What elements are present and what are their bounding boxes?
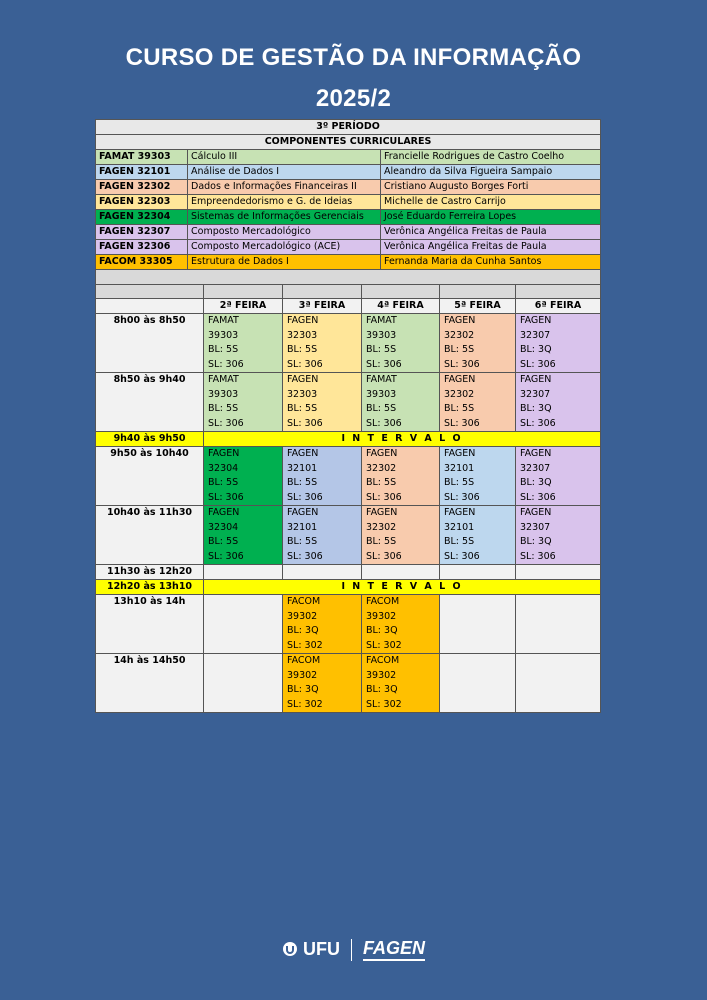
break-label: I N T E R V A L O [204,432,601,447]
component-teacher: Aleandro da Silva Figueira Sampaio [381,165,601,180]
component-code: FAGEN 32302 [96,180,188,195]
empty-cell [516,565,601,580]
class-cell-line: SL: 306 [444,491,480,503]
class-cell-line: 32302 [366,462,397,474]
class-row [96,506,601,565]
class-cell-line: FAMAT [366,374,397,385]
class-cell-line: FAGEN [287,374,319,385]
class-cell-line: BL: 3Q [520,344,552,355]
component-row [96,210,601,225]
class-cell [204,506,283,565]
class-cell-line: 39303 [366,388,397,400]
class-cell [283,447,362,506]
component-name: Composto Mercadológico [188,225,381,240]
class-cell-line: BL: 3Q [366,684,398,695]
class-row [96,447,601,506]
class-cell-line: BL: 5S [366,403,397,414]
ufu-emblem-icon [282,941,298,957]
component-name: Análise de Dados I [188,165,381,180]
class-cell [283,595,362,654]
day-header: 4ª FEIRA [362,299,440,314]
component-row [96,165,601,180]
empty-cell [516,654,601,713]
empty-cell [362,565,440,580]
component-row [96,240,601,255]
class-cell [362,447,440,506]
class-cell-line: BL: 5S [208,477,239,488]
component-row [96,255,601,270]
component-name: Sistemas de Informações Gerenciais [188,210,381,225]
schedule-table [95,284,601,713]
ufu-logo [282,939,340,960]
class-cell [516,447,601,506]
class-cell-line: BL: 3Q [366,625,398,636]
class-cell [204,314,283,373]
separator-cell [283,285,362,299]
component-row [96,180,601,195]
class-cell [283,314,362,373]
class-cell [362,595,440,654]
class-cell-line: FACOM [287,596,321,607]
class-cell-line: SL: 306 [520,358,556,370]
component-teacher: Francielle Rodrigues de Castro Coelho [381,150,601,165]
class-cell-line: SL: 306 [366,491,402,503]
class-cell-line: SL: 306 [444,358,480,370]
class-cell-line: BL: 3Q [287,625,319,636]
class-cell-line: SL: 306 [444,417,480,429]
component-row [96,225,601,240]
class-cell-line: 39303 [208,388,239,400]
component-code: FAMAT 39303 [96,150,188,165]
class-cell [516,373,601,432]
class-cell [440,506,516,565]
separator-cell [516,285,601,299]
class-cell-line: FAGEN [444,507,476,518]
class-cell-line: 32307 [520,521,551,533]
corner-cell [96,299,204,314]
class-cell-line: SL: 302 [366,698,402,710]
footer-divider [351,939,352,961]
class-cell-line: 32101 [287,521,318,533]
component-code: FAGEN 32306 [96,240,188,255]
time-slot: 9h50 às 10h40 [96,447,204,506]
class-cell-line: FACOM [287,655,321,666]
class-cell-line: FAGEN [287,448,319,459]
class-cell [204,447,283,506]
class-cell [516,314,601,373]
class-cell-line: FAGEN [444,374,476,385]
empty-cell [440,565,516,580]
class-cell-line: BL: 5S [444,403,475,414]
component-row [96,195,601,210]
class-cell-line: BL: 5S [287,344,318,355]
class-cell-line: SL: 306 [287,358,323,370]
class-cell-line: SL: 306 [208,491,244,503]
class-cell-line: 32302 [444,329,475,341]
page-year: 2025/2 [315,85,392,112]
component-name: Estrutura de Dados I [188,255,381,270]
components-header: COMPONENTES CURRICULARES [96,135,601,150]
empty-cell [283,565,362,580]
class-cell-line: 32101 [287,462,318,474]
class-cell-line: BL: 5S [287,477,318,488]
component-teacher: Fernanda Maria da Cunha Santos [381,255,601,270]
class-cell-line: SL: 302 [366,639,402,651]
class-cell-line: FAGEN [287,507,319,518]
class-cell-line: SL: 306 [287,550,323,562]
time-slot: 12h20 às 13h10 [96,580,204,595]
class-cell-line: FAGEN [520,374,552,385]
ufu-logo-text: UFU [302,939,340,959]
table-separator [96,270,601,285]
day-header: 5ª FEIRA [440,299,516,314]
component-name: Cálculo III [188,150,381,165]
break-row [96,432,601,447]
class-cell-line: BL: 5S [366,344,397,355]
class-cell [362,314,440,373]
class-cell-line: SL: 302 [287,639,323,651]
class-cell-line: FAGEN [520,315,552,326]
empty-cell [204,595,283,654]
class-cell-line: SL: 306 [366,550,402,562]
class-cell-line: 32303 [287,329,318,341]
class-cell-line: FAGEN [520,507,552,518]
empty-cell [440,654,516,713]
component-code: FACOM 33305 [96,255,188,270]
components-table [95,119,601,285]
class-cell-line: 32302 [444,388,475,400]
class-cell-line: BL: 5S [208,344,239,355]
class-cell-line: 32303 [287,388,318,400]
class-cell-line: BL: 5S [287,536,318,547]
class-cell-line: BL: 3Q [520,536,552,547]
class-cell-line: BL: 3Q [520,403,552,414]
class-cell-line: FAGEN [208,507,240,518]
component-name: Composto Mercadológico (ACE) [188,240,381,255]
class-cell-line: BL: 5S [366,477,397,488]
time-slot: 14h às 14h50 [96,654,204,713]
component-teacher: Verônica Angélica Freitas de Paula [381,225,601,240]
class-cell-line: SL: 306 [366,358,402,370]
empty-cell [516,595,601,654]
class-cell-line: FACOM [366,596,400,607]
component-teacher: Verônica Angélica Freitas de Paula [381,240,601,255]
class-cell-line: SL: 306 [208,358,244,370]
class-cell-line: 32101 [444,462,475,474]
class-cell-line: 32101 [444,521,475,533]
class-cell-line: 32304 [208,462,239,474]
class-cell-line: 32307 [520,388,551,400]
class-cell-line: SL: 306 [208,550,244,562]
footer-logos [0,938,707,961]
fagen-logo: FAGEN [363,938,425,961]
component-teacher: José Eduardo Ferreira Lopes [381,210,601,225]
class-cell-line: 32302 [366,521,397,533]
period-header: 3º PERÍODO [96,120,601,135]
class-cell [283,373,362,432]
empty-cell [204,565,283,580]
class-cell-line: FAMAT [366,315,397,326]
break-row [96,580,601,595]
time-slot: 13h10 às 14h [96,595,204,654]
class-cell [440,314,516,373]
time-slot: 10h40 às 11h30 [96,506,204,565]
class-cell-line: SL: 306 [366,417,402,429]
class-cell-line: 32307 [520,329,551,341]
class-cell-line: FAMAT [208,315,239,326]
class-cell-line: BL: 5S [444,477,475,488]
class-cell-line: SL: 306 [520,550,556,562]
class-cell-line: 39303 [208,329,239,341]
time-slot: 8h50 às 9h40 [96,373,204,432]
class-cell-line: BL: 5S [208,403,239,414]
day-header: 2ª FEIRA [204,299,283,314]
component-code: FAGEN 32303 [96,195,188,210]
separator-cell [96,285,204,299]
class-cell-line: SL: 306 [287,491,323,503]
class-cell-line: BL: 3Q [287,684,319,695]
component-teacher: Cristiano Augusto Borges Forti [381,180,601,195]
separator-cell [204,285,283,299]
class-cell-line: 39302 [366,669,397,681]
class-cell-line: BL: 5S [208,536,239,547]
class-cell [440,373,516,432]
class-cell-line: FAGEN [444,315,476,326]
class-cell-line: SL: 302 [287,698,323,710]
page-title: CURSO DE GESTÃO DA INFORMAÇÃO [125,44,582,71]
class-cell-line: 32307 [520,462,551,474]
class-cell [362,373,440,432]
class-row [96,654,601,713]
separator-cell [440,285,516,299]
class-cell [204,373,283,432]
component-code: FAGEN 32101 [96,165,188,180]
class-cell [283,654,362,713]
class-cell-line: SL: 306 [520,417,556,429]
class-cell-line: SL: 306 [444,550,480,562]
component-name: Dados e Informações Financeiras II [188,180,381,195]
day-header: 6ª FEIRA [516,299,601,314]
break-label: I N T E R V A L O [204,580,601,595]
class-cell-line: FAGEN [208,448,240,459]
empty-cell [440,595,516,654]
class-cell-line: SL: 306 [520,491,556,503]
component-teacher: Michelle de Castro Carrijo [381,195,601,210]
class-row [96,314,601,373]
class-cell [362,506,440,565]
class-cell-line: 32304 [208,521,239,533]
class-cell-line: FACOM [366,655,400,666]
component-row [96,150,601,165]
day-header: 3ª FEIRA [283,299,362,314]
component-name: Empreendedorismo e G. de Ideias [188,195,381,210]
class-cell-line: BL: 5S [444,536,475,547]
class-row [96,373,601,432]
separator-cell [362,285,440,299]
component-code: FAGEN 32304 [96,210,188,225]
class-cell-line: SL: 306 [208,417,244,429]
class-cell [440,447,516,506]
class-cell-line: SL: 306 [287,417,323,429]
class-cell-line: FAMAT [208,374,239,385]
class-row [96,595,601,654]
class-cell-line: 39302 [366,610,397,622]
time-slot: 8h00 às 8h50 [96,314,204,373]
class-cell-line: FAGEN [287,315,319,326]
class-cell-line: BL: 5S [444,344,475,355]
empty-cell [204,654,283,713]
class-cell-line: BL: 3Q [520,477,552,488]
class-cell-line: 39303 [366,329,397,341]
class-cell-line: FAGEN [520,448,552,459]
class-cell [283,506,362,565]
class-cell-line: FAGEN [366,507,398,518]
class-cell-line: BL: 5S [287,403,318,414]
empty-row [96,565,601,580]
time-slot: 11h30 às 12h20 [96,565,204,580]
class-cell [362,654,440,713]
class-cell-line: 39302 [287,669,318,681]
class-cell-line: BL: 5S [366,536,397,547]
class-cell-line: FAGEN [366,448,398,459]
class-cell-line: FAGEN [444,448,476,459]
class-cell [516,506,601,565]
time-slot: 9h40 às 9h50 [96,432,204,447]
class-cell-line: 39302 [287,610,318,622]
component-code: FAGEN 32307 [96,225,188,240]
